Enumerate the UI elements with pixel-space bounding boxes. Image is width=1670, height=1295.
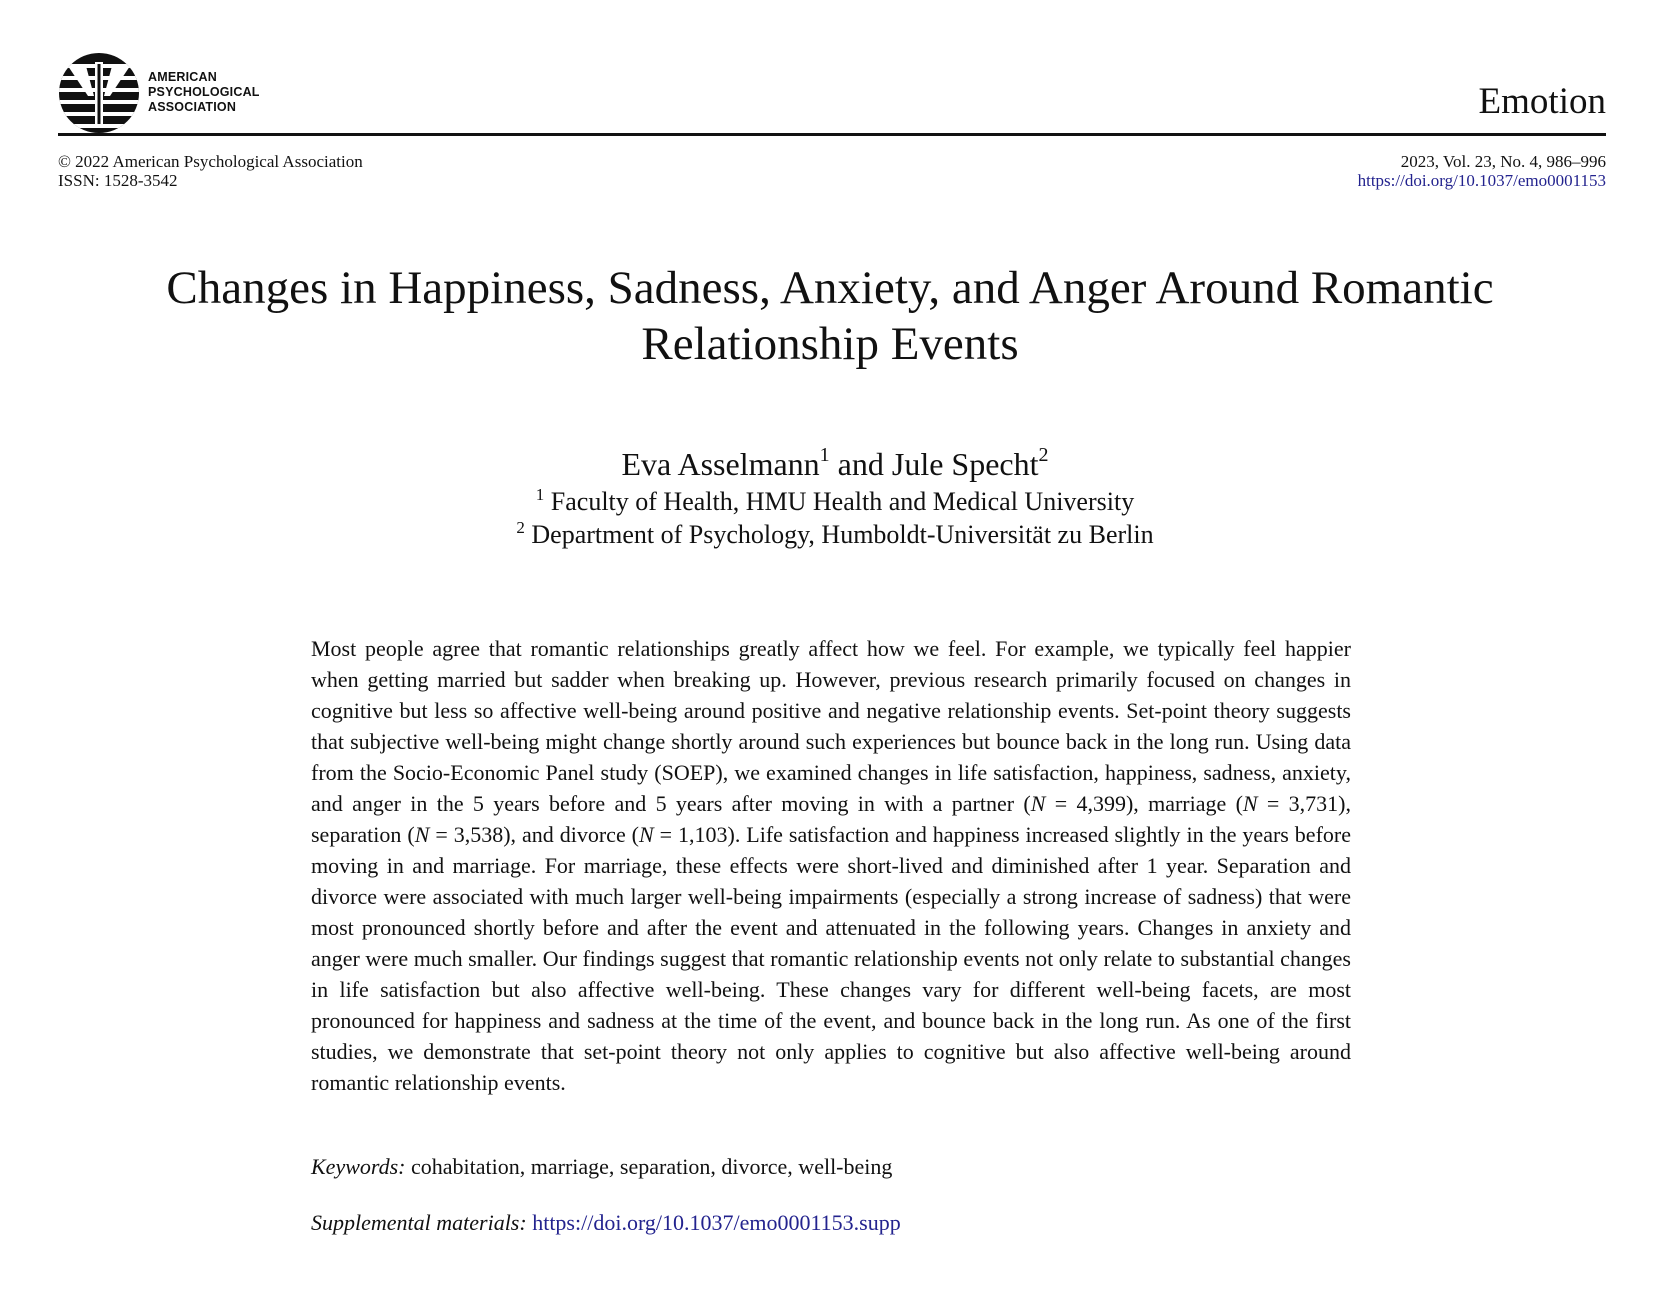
supplemental-label: Supplemental materials: bbox=[311, 1210, 527, 1235]
author-affiliation-number: 2 bbox=[1038, 444, 1049, 466]
sample-size-symbol: N bbox=[1030, 791, 1046, 816]
affiliation-number: 1 bbox=[535, 485, 545, 504]
author-name: Jule Specht bbox=[891, 446, 1039, 482]
keywords-text: cohabitation, marriage, separation, divorce, well-being bbox=[405, 1154, 893, 1179]
abstract bbox=[311, 633, 1351, 1098]
citation-text: 2023, Vol. 23, No. 4, 986–996 bbox=[1400, 152, 1606, 171]
issn-text: ISSN: 1528-3542 bbox=[58, 171, 178, 190]
abstract-text: = 3,538), and divorce ( bbox=[429, 822, 639, 847]
sample-size-symbol: N bbox=[639, 822, 654, 847]
affiliation bbox=[0, 520, 1670, 550]
author-line bbox=[0, 446, 1670, 482]
doi-link[interactable]: https://doi.org/10.1037/emo0001153 bbox=[1357, 171, 1606, 190]
header-divider bbox=[58, 133, 1606, 136]
copyright-block bbox=[58, 152, 363, 190]
keywords-line bbox=[311, 1152, 892, 1182]
keywords-label: Keywords: bbox=[311, 1154, 406, 1179]
apa-logo-icon bbox=[58, 52, 140, 134]
article-title: Changes in Happiness, Sadness, Anxiety, and Anger Around Romantic Relationship Events bbox=[166, 262, 1494, 370]
publisher-name bbox=[148, 70, 260, 115]
publisher-line: ASSOCIATION bbox=[148, 100, 237, 114]
abstract-text: = 3,731), separation ( bbox=[311, 791, 1351, 847]
supplemental-link[interactable]: https://doi.org/10.1037/emo0001153.supp bbox=[532, 1210, 901, 1235]
affiliation-number: 2 bbox=[516, 518, 525, 537]
sample-size-symbol: N bbox=[414, 822, 430, 847]
author-name: Eva Asselmann bbox=[621, 446, 820, 482]
supplemental-line bbox=[311, 1208, 901, 1238]
affiliation-text: Department of Psychology, Humboldt-Universität zu Berlin bbox=[531, 520, 1154, 549]
author-affiliation-number: 1 bbox=[819, 444, 830, 466]
abstract-text: = 1,103). Life satisfaction and happiness increased slightly in the years before moving in and marriage. For marriage, these effects were short-lived and diminished after 1 year. Separation and divorce were associated with much larger well-being impairments (especially a strong increase of sadness) that were most pronounced shortly before and after the event and attenuated in the following years. Changes in anxiety and anger were much smaller. Our findings suggest that romantic relationship events not only relate to substantial changes in life satisfaction but also affective well-being. These changes vary for different well-being facets, are most pronounced for happiness and sadness at the time of the event, and bounce back in the long run. As one of the first studies, we demonstrate that set-point theory not only applies to cognitive but also affective well-being around romantic relationship events. bbox=[311, 822, 1351, 1095]
publisher-line: PSYCHOLOGICAL bbox=[148, 85, 260, 99]
affiliation bbox=[0, 487, 1670, 517]
author-joiner: and bbox=[829, 446, 892, 482]
sample-size-symbol: N bbox=[1242, 791, 1258, 816]
journal-name: Emotion bbox=[1478, 81, 1606, 122]
journal-header bbox=[58, 48, 1606, 134]
abstract-text: = 4,399), marriage ( bbox=[1045, 791, 1243, 816]
copyright-text: © 2022 American Psychological Association bbox=[58, 152, 363, 171]
abstract-text: Most people agree that romantic relationships greatly affect how we feel. For example, we typically feel happier when getting married but sadder when breaking up. However, previous research primarily focused on changes in cognitive but less so affective well-being around positive and negative relationship events. Set-point theory suggests that subjective well-being might change shortly around such experiences but bounce back in the long run. Using data from the Socio-Economic Panel study (SOEP), we examined changes in life satisfaction, happiness, sadness, anxiety, and anger in the 5 years before and 5 years after moving in with a partner ( bbox=[311, 636, 1351, 816]
citation-block bbox=[1358, 152, 1606, 190]
publisher-line: AMERICAN bbox=[148, 70, 217, 84]
affiliation-text: Faculty of Health, HMU Health and Medical University bbox=[550, 487, 1135, 516]
